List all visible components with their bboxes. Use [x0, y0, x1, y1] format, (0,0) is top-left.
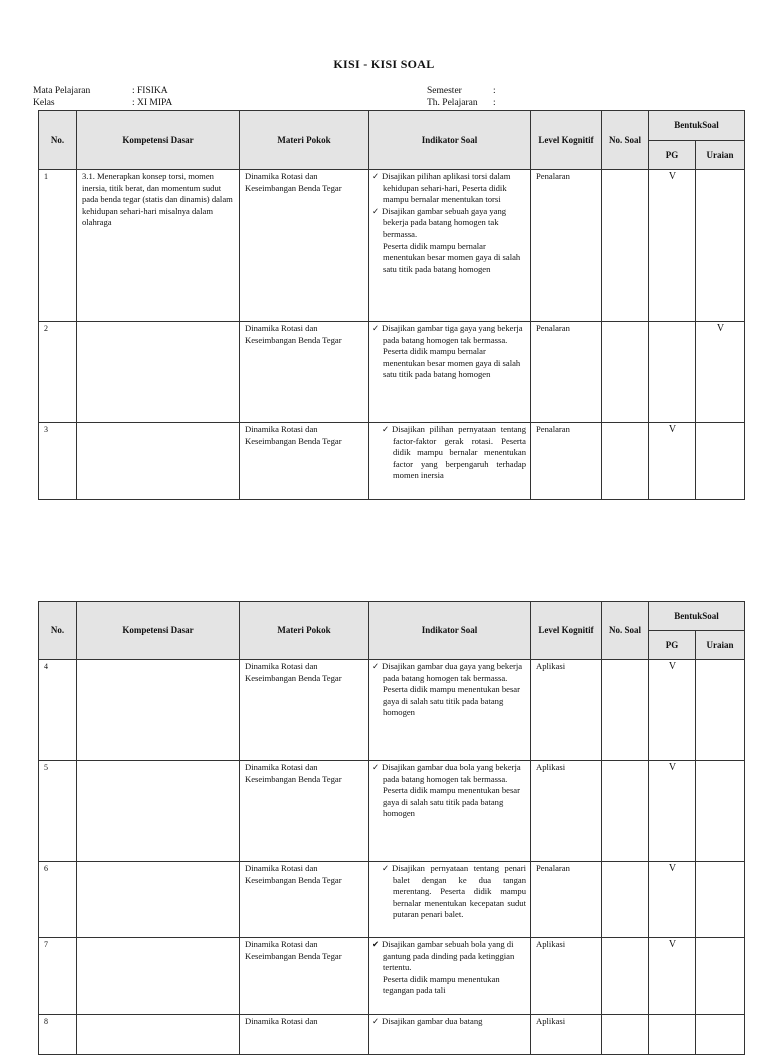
row-level-kognitif: Aplikasi	[531, 1015, 602, 1055]
table-row	[39, 423, 745, 500]
check-icon: ✓	[372, 171, 380, 181]
indikator-text: Peserta didik mampu bernalar menentukan besar momen gaya di salah satu titik pada batang homogen	[383, 240, 521, 274]
semester-value: :	[493, 86, 496, 96]
row-no-soal	[602, 1015, 649, 1055]
row-indikator-soal	[369, 862, 531, 938]
row-materi-pokok: Dinamika Rotasi dan	[240, 1015, 369, 1055]
check-icon: ✓	[372, 661, 380, 671]
check-bold-icon: ✔	[372, 939, 380, 949]
row-no: 8	[39, 1015, 77, 1055]
tahun-label: Th. Pelajaran	[427, 97, 478, 108]
kelas-label: Kelas	[33, 97, 55, 108]
row-uraian	[696, 938, 745, 1015]
header-materi-pokok: Materi Pokok	[240, 602, 369, 660]
table-row	[39, 170, 745, 322]
check-icon: ✓	[382, 424, 390, 434]
check-icon: ✓	[372, 1016, 380, 1026]
row-level-kognitif: Aplikasi	[531, 660, 602, 761]
table-row	[39, 862, 745, 938]
header-no-soal: No. Soal	[602, 602, 649, 660]
header-uraian: Uraian	[696, 141, 745, 170]
table-row	[39, 322, 745, 423]
row-no: 3	[39, 423, 77, 500]
row-no-soal	[602, 938, 649, 1015]
row-level-kognitif: Penalaran	[531, 862, 602, 938]
row-kompetensi-dasar	[77, 1015, 240, 1055]
row-no: 5	[39, 761, 77, 862]
header-indikator-soal: Indikator Soal	[369, 111, 531, 170]
row-materi-pokok: Dinamika Rotasi dan Keseimbangan Benda Tegar	[240, 660, 369, 761]
row-pg: V	[649, 170, 696, 322]
row-materi-pokok: Dinamika Rotasi dan Keseimbangan Benda Tegar	[240, 322, 369, 423]
row-indikator-soal	[369, 1015, 531, 1055]
row-materi-pokok: Dinamika Rotasi dan Keseimbangan Benda Tegar	[240, 423, 369, 500]
row-pg: V	[649, 862, 696, 938]
row-no: 1	[39, 170, 77, 322]
row-level-kognitif: Penalaran	[531, 170, 602, 322]
row-no: 2	[39, 322, 77, 423]
indikator-text: Disajikan gambar tiga gaya yang bekerja pada batang homogen tak bermassa.	[382, 323, 523, 345]
check-icon: ✓	[372, 762, 380, 772]
header-no-soal: No. Soal	[602, 111, 649, 170]
check-icon: ✓	[372, 205, 380, 216]
indikator-text: Disajikan gambar sebuah gaya yang bekerja pada batang homogen tak bermassa.	[382, 205, 507, 239]
row-kompetensi-dasar	[77, 660, 240, 761]
row-materi-pokok: Dinamika Rotasi dan Keseimbangan Benda Tegar	[240, 170, 369, 322]
row-uraian	[696, 170, 745, 322]
indikator-text: Disajikan gambar dua batang	[382, 1016, 483, 1026]
row-indikator-soal	[369, 322, 531, 423]
row-no-soal	[602, 660, 649, 761]
table-row	[39, 660, 745, 761]
row-no-soal	[602, 322, 649, 423]
table-row	[39, 1015, 745, 1055]
row-pg: V	[649, 938, 696, 1015]
meta-right	[427, 86, 496, 109]
row-materi-pokok: Dinamika Rotasi dan Keseimbangan Benda Tegar	[240, 761, 369, 862]
header-bentuk-soal: BentukSoal	[649, 111, 745, 141]
indikator-text: Disajikan gambar sebuah bola yang di gantung pada dinding pada ketinggian tertentu.	[382, 939, 515, 973]
row-no-soal	[602, 862, 649, 938]
header-level-kognitif: Level Kognitif	[531, 111, 602, 170]
indikator-text: Disajikan pernyataan tentang penari balet dengan ke dua tangan merentang. Peserta didik mampu bernalar menentukan kecepatan sudut putaran penari balet.	[392, 863, 526, 920]
semester-label: Semester	[427, 86, 462, 96]
row-no-soal	[602, 423, 649, 500]
mapel-label: Mata Pelajaran	[33, 86, 91, 96]
header-kompetensi-dasar: Kompetensi Dasar	[77, 111, 240, 170]
row-kompetensi-dasar	[77, 322, 240, 423]
indikator-text: Peserta didik mampu menentukan besar gaya di salah satu titik pada batang homogen	[383, 785, 520, 819]
indikator-text: Disajikan gambar dua gaya yang bekerja pada batang homogen tak bermassa.	[382, 661, 523, 683]
row-materi-pokok: Dinamika Rotasi dan Keseimbangan Benda Tegar	[240, 862, 369, 938]
table-row	[39, 761, 745, 862]
indikator-text: Disajikan gambar dua bola yang bekerja pada batang homogen tak bermassa.	[382, 762, 521, 784]
row-indikator-soal	[369, 761, 531, 862]
row-no: 7	[39, 938, 77, 1015]
row-kompetensi-dasar	[77, 423, 240, 500]
header-level-kognitif: Level Kognitif	[531, 602, 602, 660]
kelas-value: : XI MIPA	[132, 97, 173, 108]
kisi-table-1	[38, 110, 745, 500]
header-indikator-soal: Indikator Soal	[369, 602, 531, 660]
row-no-soal	[602, 761, 649, 862]
meta-left	[33, 86, 172, 109]
row-pg: V	[649, 660, 696, 761]
header-no: No.	[39, 602, 77, 660]
document-title: KISI - KISI SOAL	[333, 57, 435, 71]
row-pg	[649, 1015, 696, 1055]
mapel-value: : FISIKA	[132, 86, 168, 96]
row-pg: V	[649, 423, 696, 500]
header-uraian: Uraian	[696, 631, 745, 660]
row-level-kognitif: Penalaran	[531, 423, 602, 500]
row-no: 4	[39, 660, 77, 761]
indikator-text: Peserta didik mampu menentukan besar gaya di salah satu titik pada batang homogen	[383, 684, 520, 718]
check-icon: ✓	[372, 323, 380, 333]
row-indikator-soal	[369, 660, 531, 761]
kisi-table-2	[38, 601, 745, 1055]
row-indikator-soal	[369, 423, 531, 500]
row-indikator-soal	[369, 938, 531, 1015]
indikator-text: Peserta didik mampu menentukan tegangan pada tali	[383, 973, 500, 996]
row-uraian	[696, 1015, 745, 1055]
row-uraian	[696, 761, 745, 862]
row-kompetensi-dasar	[77, 862, 240, 938]
indikator-text: Peserta didik mampu bernalar menentukan besar momen gaya di salah satu titik pada batang homogen	[383, 346, 521, 380]
row-materi-pokok: Dinamika Rotasi dan Keseimbangan Benda Tegar	[240, 938, 369, 1015]
header-pg: PG	[649, 631, 696, 660]
row-level-kognitif: Penalaran	[531, 322, 602, 423]
row-no-soal	[602, 170, 649, 322]
header-kompetensi-dasar: Kompetensi Dasar	[77, 602, 240, 660]
indikator-text: Disajikan pilihan aplikasi torsi dalam kehidupan sehari-hari, Peserta didik mampu bernalar menentukan torsi	[382, 171, 511, 205]
indikator-text: Disajikan pilihan pernyataan tentang factor-faktor gerak rotasi. Peserta didik mampu bernalar menentukan factor yang berpengaruh terhadap momen inersia	[392, 424, 526, 481]
row-pg	[649, 322, 696, 423]
table-row	[39, 938, 745, 1015]
row-uraian	[696, 862, 745, 938]
row-kompetensi-dasar	[77, 761, 240, 862]
tahun-value: :	[493, 97, 496, 108]
check-icon: ✓	[382, 863, 390, 873]
header-pg: PG	[649, 141, 696, 170]
row-level-kognitif: Aplikasi	[531, 938, 602, 1015]
row-uraian: V	[696, 322, 745, 423]
row-pg: V	[649, 761, 696, 862]
row-level-kognitif: Aplikasi	[531, 761, 602, 862]
row-uraian	[696, 660, 745, 761]
row-kompetensi-dasar	[77, 938, 240, 1015]
row-uraian	[696, 423, 745, 500]
header-no: No.	[39, 111, 77, 170]
row-no: 6	[39, 862, 77, 938]
header-materi-pokok: Materi Pokok	[240, 111, 369, 170]
row-kompetensi-dasar: 3.1. Menerapkan konsep torsi, momen inersia, titik berat, dan momentum sudut pada benda tegar (statis dan dinamis) dalam kehidupan sehari-hari misalnya dalam olahraga	[77, 170, 240, 322]
row-indikator-soal	[369, 170, 531, 322]
header-bentuk-soal: BentukSoal	[649, 602, 745, 631]
